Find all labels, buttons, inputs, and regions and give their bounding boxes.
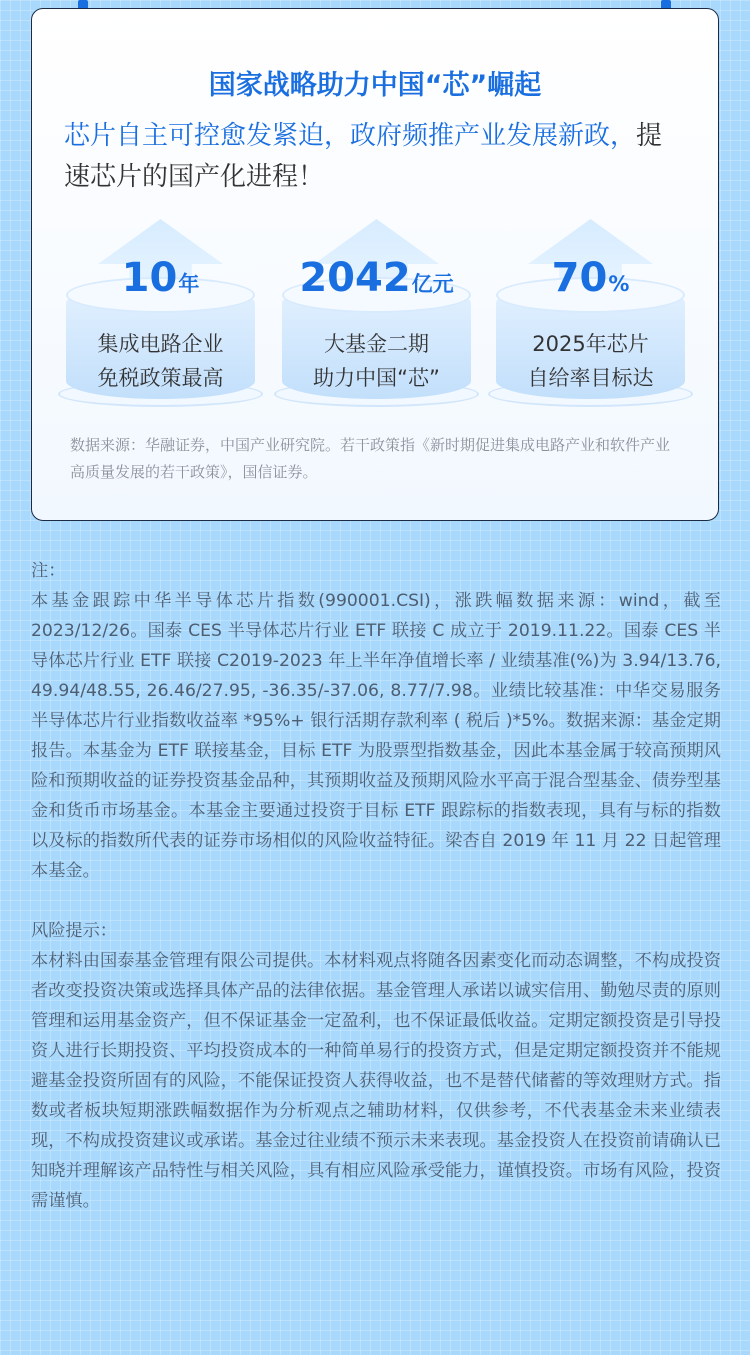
risk-label: 风险提示： <box>31 921 117 941</box>
stat-desc-line2: 助力中国“芯” <box>313 366 440 390</box>
risk-body: 本材料由国泰基金管理有限公司提供。本材料观点将随各因素变化而动态调整，不构成投资者改变投资决策或选择具体产品的法律依据。基金管理人承诺以诚实信用、勤勉尽责的原则管理和运用基金资产，但不保证基金一定盈利，也不保证最低收益。定期定额投资是引导投资人进行长期投资、平均投资成本的一种简单易行的投资方式，但是定期定额投资并不能规避基金投资所固有的风险，不能保证投资人获得收益，也不是替代储蓄的等效理财方式。指数或者板块短期涨跌幅数据作为分析观点之辅助材料，仅供参考，不代表基金未来业绩表现，不构成投资建议或承诺。基金过往业绩不预示未来表现。基金投资人在投资前请确认已知晓并理解该产品特性与相关风险，具有相应风险承受能力，谨慎投资。市场有风险，投资需谨慎。 <box>31 951 721 1211</box>
section-spacer <box>31 886 721 916</box>
notes-body: 本基金跟踪中华半导体芯片指数(990001.CSI)，涨跌幅数据来源：wind，截至2023/12/26。国泰 CES 半导体芯片行业 ETF 联接 C 成立于 2019.11.22。国泰 CES 半导体芯片行业 ETF 联接 C2019-2023 年上半年净值增长率 / 业绩基准(%)为 3.94/13.76, 49.94/48.55, 26.46/27.95, -36.35/-37.06, 8.77/7.98。业绩比较基准：中华交易服务半导体芯片行业指数收益率 *95%+ 银行活期存款利率 ( 税后 )*5%。数据来源：基金定期报告。本基金为 ETF 联接基金，目标 ETF 为股票型指数基金，因此本基金属于较高预期风险和预期收益的证券投资基金品种，其预期收益及预期风险水平高于混合型基金、债券型基金和货币市场基金。本基金主要通过投资于目标 ETF 跟踪标的指数表现，具有与标的指数以及标的指数所代表的证券市场相似的风险收益特征。梁杏自 2019 年 11 月 22 日起管理本基金。 <box>31 591 721 881</box>
stat-number: 10 <box>121 255 178 301</box>
lead-rest: 提速芯片的国产化进程！ <box>64 121 663 192</box>
stat-desc-line1: 集成电路企业 <box>97 332 224 356</box>
data-source-note: 数据来源：华融证券，中国产业研究院。若干政策指《新时期促进集成电路产业和软件产业高质量发展的若干政策》，国信证券。 <box>70 436 671 481</box>
stat-unit: 亿元 <box>411 272 454 296</box>
lead-highlight: 芯片自主可控愈发紧迫，政府频推产业发展新政， <box>64 121 637 151</box>
stat-desc-line1: 大基金二期 <box>324 332 429 356</box>
stat-desc-line2: 自给率目标达 <box>527 366 654 390</box>
stat-description <box>274 327 479 395</box>
notes-label: 注： <box>31 561 66 581</box>
stat-value <box>58 255 263 301</box>
stat-unit: 年 <box>178 272 200 296</box>
stat-number: 2042 <box>299 255 411 301</box>
stat-desc-line1: 2025年芯片 <box>532 332 649 356</box>
stat-unit: % <box>608 272 630 296</box>
stat-item <box>488 219 693 409</box>
policy-card <box>31 8 719 521</box>
stat-item <box>58 219 263 409</box>
stat-description <box>58 327 263 395</box>
stat-value <box>274 255 479 301</box>
disclaimer-section <box>31 556 721 1216</box>
stat-description <box>488 327 693 395</box>
stat-desc-line2: 免税政策最高 <box>97 366 224 390</box>
lead-text <box>64 116 688 198</box>
stat-number: 70 <box>551 255 608 301</box>
stat-item <box>274 219 479 409</box>
card-title: 国家战略助力中国“芯”崛起 <box>208 70 542 101</box>
stat-value <box>488 255 693 301</box>
